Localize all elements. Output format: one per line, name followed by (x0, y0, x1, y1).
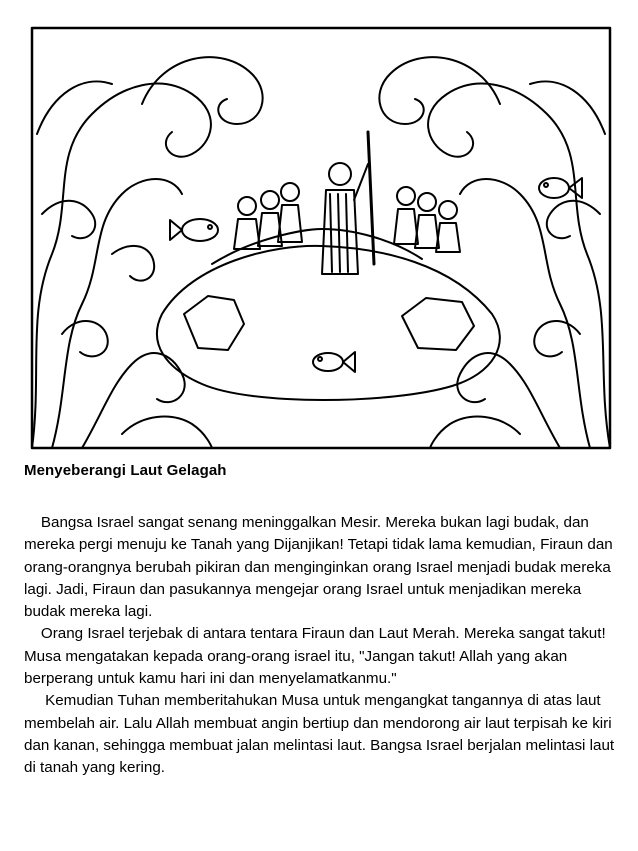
rock-right (402, 298, 474, 350)
fish-bottom (313, 352, 355, 372)
story-body (24, 512, 620, 780)
left-wave-wall (32, 57, 263, 448)
rock-left (184, 296, 244, 350)
story-paragraph: Kemudian Tuhan memberitahukan Musa untuk mengangkat tangannya di atas laut membelah air. Lalu Allah membuat angin bertiup dan mendorong air laut terpisah ke kiri dan kanan, sehingga membuat jalan melintasi laut. Bangsa Israel berjalan melintasi laut di tanah yang kering. (24, 692, 619, 777)
story-paragraph: Orang Israel terjebak di antara tentara Firaun dan Laut Merah. Mereka sangat takut! Musa mengatakan kepada orang-orang israel itu, "Jangan takut! Allah yang akan berperang untuk kamu hari ini dan menyelamatkanmu." (24, 625, 610, 688)
dry-seabed (157, 246, 500, 400)
illustration-frame (32, 28, 610, 448)
moses-figure (322, 132, 374, 274)
illustration-parting-sea (22, 14, 620, 454)
story-title: Menyeberangi Laut Gelagah (24, 462, 227, 479)
right-wave-wall (379, 57, 610, 448)
fish-left (170, 219, 218, 241)
story-paragraph: Bangsa Israel sangat senang meninggalkan Mesir. Mereka bukan lagi budak, dan mereka pergi menuju ke Tanah yang Dijanjikan! Tetapi tidak lama kemudian, Firaun dan orang-orangnya berubah pikiran dan menginginkan orang Israel menjadi budak mereka lagi. Jadi, Firaun dan pasukannya mengejar orang Israel untuk menjadikan mereka budak mereka lagi. (24, 514, 617, 621)
